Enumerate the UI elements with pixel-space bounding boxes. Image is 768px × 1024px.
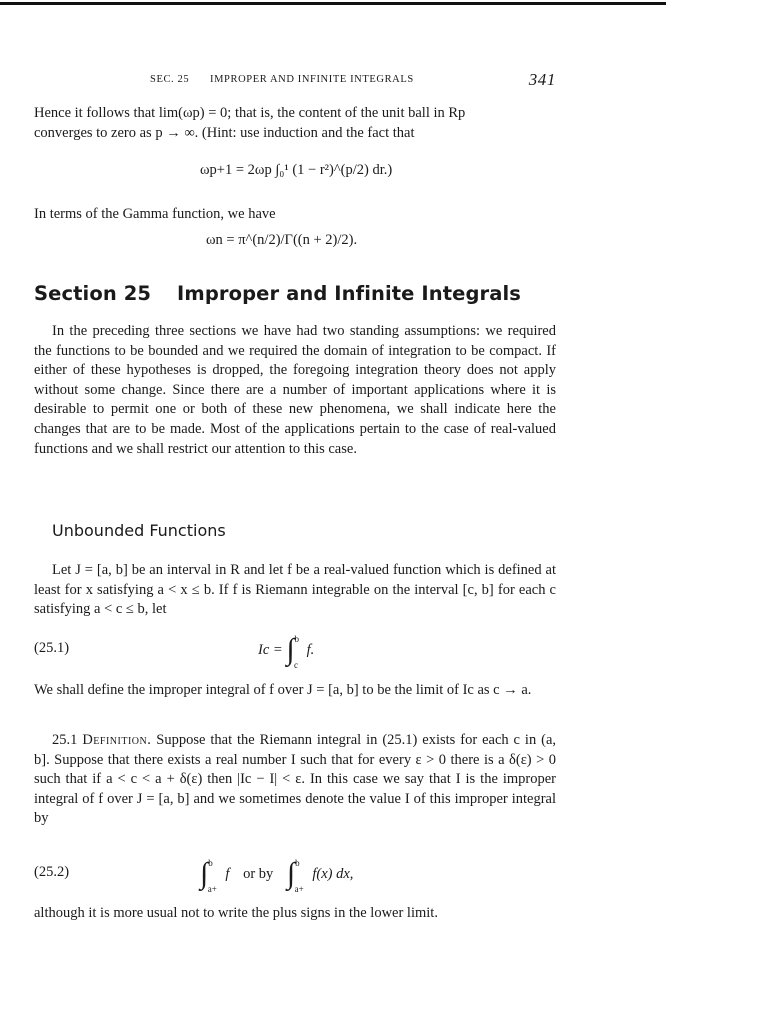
- equation-25-1: [258, 628, 315, 670]
- gamma-intro: In terms of the Gamma function, we have: [34, 206, 276, 222]
- eq-25-1-lower-limit: c: [294, 660, 299, 670]
- paragraph-improper-definition: We shall define the improper integral of f over J = [a, b] to be the limit of Ic as c → a.: [34, 682, 532, 698]
- definition-25-1: [34, 731, 556, 829]
- integral-sign: ∫: [200, 857, 209, 890]
- subsection-heading: Unbounded Functions: [52, 521, 226, 540]
- paragraph-standing-assumptions: In the preceding three sections we have had two standing assumptions: we required the functions to be bounded and we required the domain of integration to be compact. If either of these hypotheses is dropped, the foregoing integration theory does not apply without some change. Since there are a number of important applications where it is desirable to permit one or both of these new phenomena, we shall indicate here the changes that are to be made. Most of the applications pertain to the case of real-valued functions and we shall restrict our attention to this case.: [34, 323, 556, 457]
- integral-sign: ∫: [286, 633, 295, 666]
- integral-sign: ∫: [286, 857, 296, 890]
- hint-equation: ωp+1 = 2ωp ∫₀¹ (1 − r²)^(p/2) dr.): [200, 162, 393, 178]
- eq-25-2-first-integrand: f: [225, 866, 230, 882]
- eq-25-2-upper-limit-2: b: [295, 858, 300, 868]
- eq-25-1-upper-limit: b: [294, 634, 300, 644]
- eq-25-2-connector: or by: [243, 866, 274, 882]
- section-number: Section 25: [34, 282, 152, 305]
- eq-25-2-lower-limit-1: a+: [207, 884, 217, 894]
- top-scan-border: [0, 2, 666, 5]
- intro-text: [34, 104, 556, 143]
- equation-number-25-2: (25.2): [34, 864, 70, 880]
- definition-label: Definition.: [82, 732, 152, 748]
- eq-25-2-second-integrand: f(x) dx,: [312, 866, 354, 882]
- section-heading: [34, 282, 521, 305]
- eq-25-1-lhs: Ic =: [258, 642, 283, 658]
- section-title: Improper and Infinite Integrals: [177, 282, 521, 305]
- equation-25-2: [200, 852, 354, 894]
- gamma-equation: ωn = π^(n/2)/Γ((n + 2)/2).: [206, 232, 358, 248]
- running-head-title: IMPROPER AND INFINITE INTEGRALS: [210, 74, 414, 85]
- running-head-section: SEC. 25: [150, 74, 190, 85]
- page-number: 341: [528, 70, 556, 89]
- eq-25-1-integrand: f.: [306, 642, 315, 658]
- definition-text: Suppose that the Riemann integral in (25.1) exists for each c in (a, b]. Suppose that there exists a real number I such that for every ε > 0 there is a δ(ε) > 0 such that if a < c < a + δ(ε) then |Ic − I| < ε. In this case we say that I is the improper integral of f over J = [a, b] and we sometimes denote the value I of this improper integral by: [34, 732, 557, 827]
- equation-number-25-1: (25.1): [34, 640, 70, 656]
- eq-25-2-upper-limit-1: b: [208, 858, 213, 868]
- definition-number: 25.1: [52, 732, 78, 748]
- eq-25-2-lower-limit-2: a+: [294, 884, 304, 894]
- intro-line-2: converges to zero as p → ∞. (Hint: use induction and the fact that: [34, 124, 415, 141]
- intro-line-1: Hence it follows that lim(ωp) = 0; that is, the content of the unit ball in Rp: [34, 105, 466, 121]
- paragraph-unbounded-setup: Let J = [a, b] be an interval in R and let f be a real-valued function which is defined at least for x satisfying a < x ≤ b. If f is Riemann integrable on the interval [c, b] for each c satisfying a < c ≤ b, let: [34, 562, 556, 618]
- closing-sentence: although it is more usual not to write the plus signs in the lower limit.: [34, 905, 438, 921]
